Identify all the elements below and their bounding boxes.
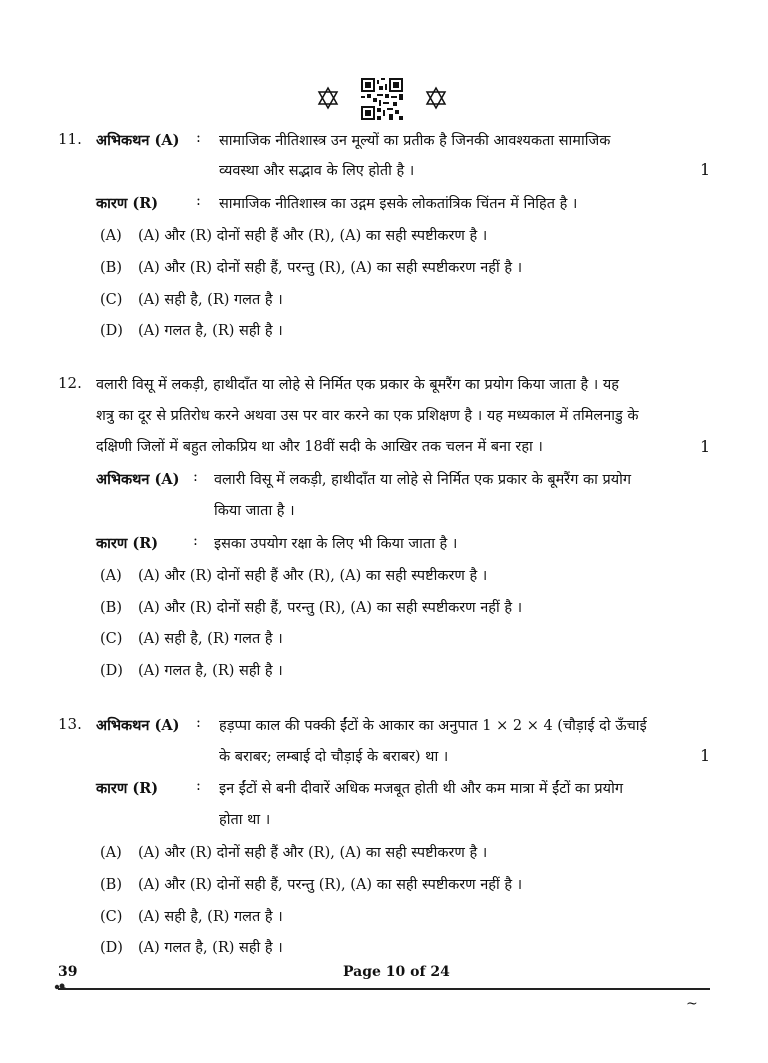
option-text: (A) और (R) दोनों सही हैं और (R), (A) का सही स्पष्टीकरण है । [138,228,488,244]
footer-divider [58,988,710,990]
marks: 1 [700,160,711,179]
question-number: 12. [58,374,82,392]
ornament-icon [54,982,66,992]
option-d [100,937,283,957]
option-a [100,842,487,862]
assertion-text-line1: वलारी विसू में लकड़ी, हाथीदाँत या लोहे से निर्मित एक प्रकार के बूमरैंग का प्रयोग [214,472,632,488]
colon: : [193,469,198,485]
marks: 1 [700,746,711,765]
page-number: Page 10 of 24 [343,964,450,980]
reason-label: कारण (R) [96,535,159,552]
option-a [100,565,487,585]
paper-code: 39 [58,964,78,980]
page-header [0,76,768,124]
reason-text-line1: सामाजिक नीतिशास्त्र का उद्गम इसके लोकतांत्रिक चिंतन में निहित है । [219,196,578,212]
option-c [100,906,283,926]
reason-label: कारण (R) [96,195,159,212]
assertion-text-line2: किया जाता है । [214,503,295,519]
option-letter: (A) [100,568,122,584]
corner-mark: ~ [686,996,698,1012]
option-text: (A) गलत है, (R) सही है । [138,940,283,956]
option-letter: (B) [100,600,122,616]
option-text: (A) और (R) दोनों सही हैं, परन्तु (R), (A) का सही स्पष्टीकरण नहीं है । [138,260,523,276]
marks: 1 [700,437,711,456]
option-letter: (C) [100,909,123,925]
assertion-text-line2: व्यवस्था और सद्भाव के लिए होती है । [219,163,415,179]
assertion-label: अभिकथन (A) [96,471,180,488]
option-text: (A) सही है, (R) गलत है । [138,909,283,925]
option-text: (A) सही है, (R) गलत है । [138,631,283,647]
option-c [100,289,283,309]
assertion-label: अभिकथन (A) [96,717,180,734]
star-of-david-icon [316,86,340,110]
option-text: (A) और (R) दोनों सही हैं और (R), (A) का सही स्पष्टीकरण है । [138,845,488,861]
question-number: 11. [58,130,82,148]
option-b [100,597,522,617]
option-letter: (D) [100,940,123,956]
option-text: (A) गलत है, (R) सही है । [138,663,283,679]
option-letter: (C) [100,631,123,647]
reason-text-line1: इन ईंटों से बनी दीवारें अधिक मजबूत होती थी और कम मात्रा में ईंटों का प्रयोग [219,781,624,797]
qr-code-icon [361,78,403,120]
option-text: (A) सही है, (R) गलत है । [138,292,283,308]
option-text: (A) और (R) दोनों सही हैं, परन्तु (R), (A) का सही स्पष्टीकरण नहीं है । [138,877,523,893]
option-letter: (D) [100,323,123,339]
assertion-label: अभिकथन (A) [96,132,180,149]
option-a [100,225,487,245]
option-letter: (D) [100,663,123,679]
reason-label: कारण (R) [96,780,159,797]
colon: : [196,130,201,146]
intro-text-line1: वलारी विसू में लकड़ी, हाथीदाँत या लोहे से निर्मित एक प्रकार के बूमरैंग का प्रयोग किया जाता है । यह [96,377,620,393]
colon: : [196,778,201,794]
option-d [100,660,283,680]
colon: : [196,715,201,731]
assertion-text-line1: सामाजिक नीतिशास्त्र उन मूल्यों का प्रतीक है जिनकी आवश्यकता सामाजिक [219,133,611,149]
reason-text-line1: इसका उपयोग रक्षा के लिए भी किया जाता है । [214,536,458,552]
assertion-text-line2: के बराबर; लम्बाई दो चौड़ाई के बराबर) था । [219,749,449,765]
option-text: (A) और (R) दोनों सही हैं और (R), (A) का सही स्पष्टीकरण है । [138,568,488,584]
option-letter: (A) [100,845,122,861]
colon: : [193,533,198,549]
option-text: (A) और (R) दोनों सही हैं, परन्तु (R), (A) का सही स्पष्टीकरण नहीं है । [138,600,523,616]
option-b [100,257,522,277]
star-of-david-icon [424,86,448,110]
option-letter: (B) [100,260,122,276]
option-c [100,628,283,648]
reason-text-line2: होता था । [219,812,271,828]
colon: : [196,193,201,209]
assertion-text-line1: हड़प्पा काल की पक्की ईंटों के आकार का अनुपात 1 × 2 × 4 (चौड़ाई दो ऊँचाई [219,718,647,734]
option-b [100,874,522,894]
intro-text-line2: शत्रु का दूर से प्रतिरोध करने अथवा उस पर वार करने का एक प्रशिक्षण है । यह मध्यकाल में तमिलनाडु के [96,408,639,424]
option-d [100,320,283,340]
intro-text-line3: दक्षिणी जिलों में बहुत लोकप्रिय था और 18वीं सदी के आखिर तक चलन में बना रहा । [96,439,543,455]
option-letter: (A) [100,228,122,244]
option-letter: (B) [100,877,122,893]
option-text: (A) गलत है, (R) सही है । [138,323,283,339]
option-letter: (C) [100,292,123,308]
question-number: 13. [58,715,82,733]
